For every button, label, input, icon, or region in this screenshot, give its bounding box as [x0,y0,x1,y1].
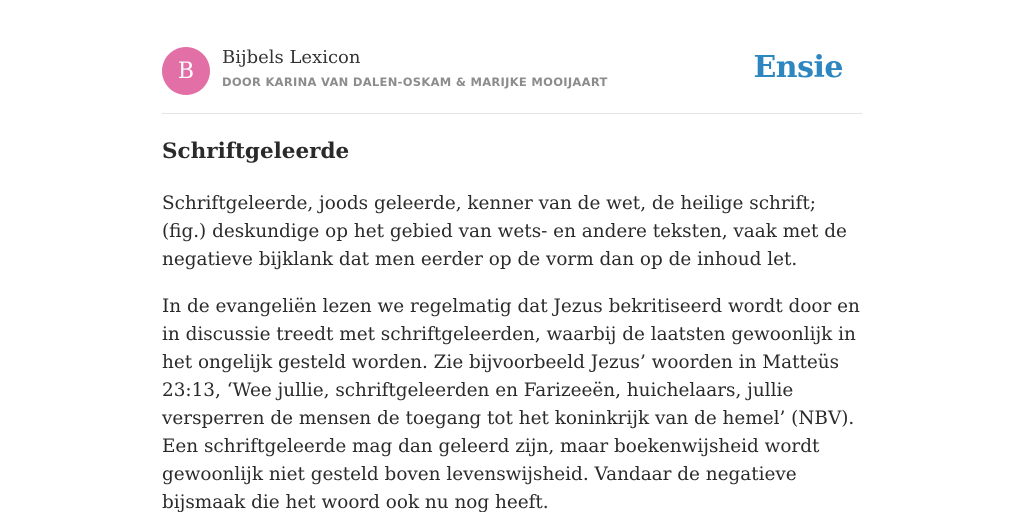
entry-paragraph: In de evangeliën lezen we regelmatig dat Jezus bekritiseerd wordt door en in discussie treedt met schriftgeleerden, waarbij de laatsten gewoonlijk in het ongelijk gesteld worden. Zie bijvoorbeeld Jezus’ woorden in Matteüs 23:13, ‘Wee jullie, schriftgeleerden en Farizeeën, huichelaars, jullie versperren de mensen de toegang tot het koninkrijk van de hemel’ (NBV). Een schriftgeleerde mag dan geleerd zijn, maar boekenwijsheid wordt gewoonlijk niet gesteld boven levenswijsheid. Vandaar de negatieve bijsmaak die het woord ook nu nog heeft. [162,296,860,512]
publication-authors: DOOR KARINA VAN DALEN-OSKAM & MARIJKE MOOIJAART [222,75,608,89]
entry-paragraph: Schriftgeleerde, joods geleerde, kenner van de wet, de heilige schrift; (fig.) deskundige op het gebied van wets- en andere teksten, vaak met de negatieve bijklank dat men eerder op de vorm dan op de inhoud let. [162,193,847,270]
entry-title: Schriftgeleerde [162,139,350,164]
publication-title[interactable]: Bijbels Lexicon [222,47,361,68]
ensie-logo-link[interactable]: Ensie [753,50,843,85]
publication-header [162,0,862,114]
publication-avatar[interactable]: B [162,47,210,95]
entry-card [162,0,862,512]
